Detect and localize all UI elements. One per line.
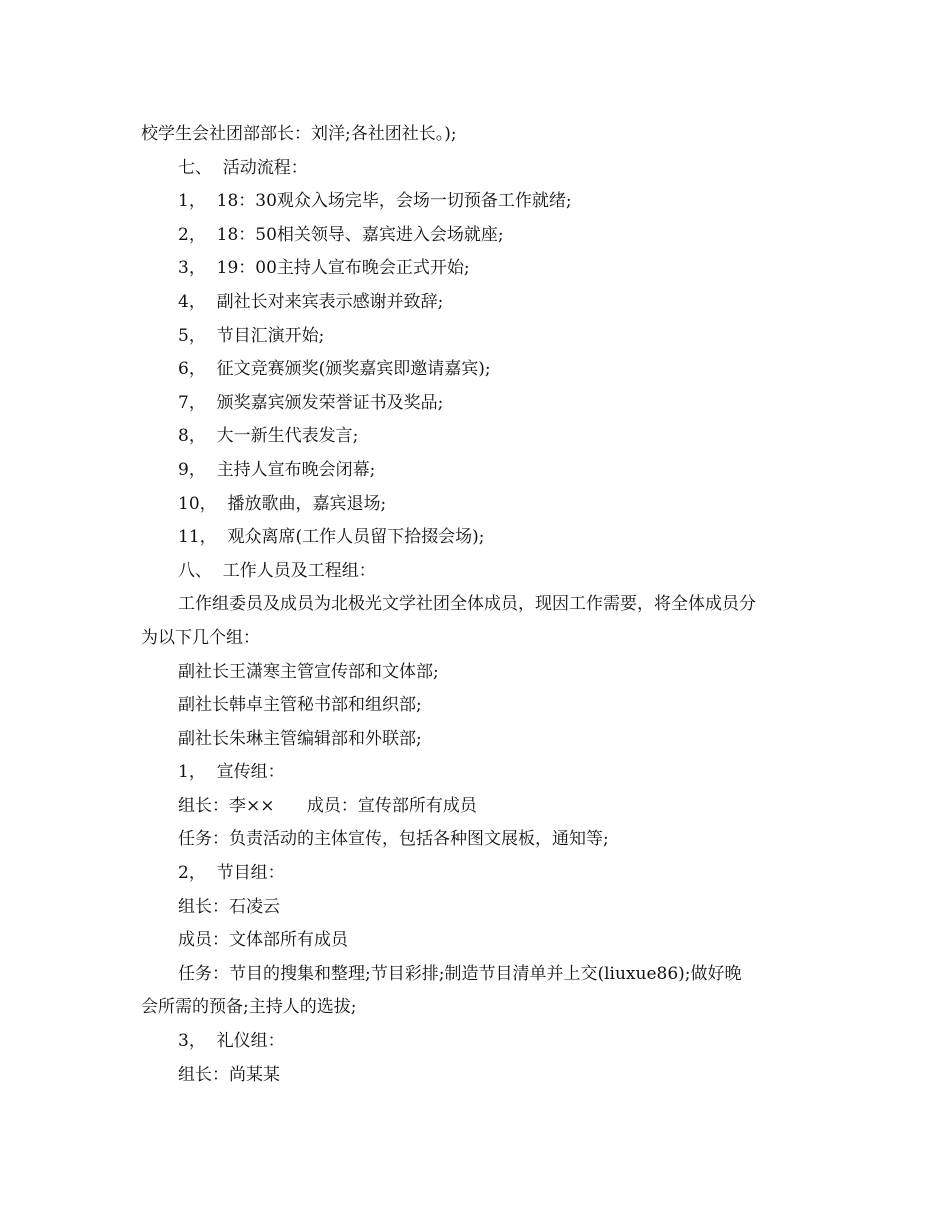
section-heading-staff-groups: 八、 工作人员及工程组：: [178, 560, 376, 581]
list-item: 8， 大一新生代表发言;: [178, 426, 359, 447]
list-item: 7， 颁奖嘉宾颁发荣誉证书及奖品;: [178, 392, 444, 413]
paragraph-text: 成员：文体部所有成员: [178, 930, 348, 951]
section-heading-activity-flow: 七、 活动流程：: [178, 157, 308, 178]
group-heading-publicity: 1， 宣传组：: [178, 762, 285, 783]
list-item: 2， 18：50相关领导、嘉宾进入会场就座;: [178, 224, 504, 245]
list-item: 3， 19：00主持人宣布晚会正式开始;: [178, 258, 470, 279]
paragraph-text: 副社长王潇寒主管宣传部和文体部;: [178, 661, 439, 682]
document-body: [141, 118, 821, 1092]
paragraph-text: 组长：石凌云: [178, 896, 280, 917]
paragraph-text: 副社长朱琳主管编辑部和外联部;: [178, 728, 422, 749]
list-item: 6， 征文竞赛颁奖(颁奖嘉宾即邀请嘉宾);: [178, 359, 491, 380]
group-heading-program: 2， 节目组：: [178, 863, 285, 884]
list-item: 5， 节目汇演开始;: [178, 325, 325, 346]
list-item: 10， 播放歌曲，嘉宾退场;: [178, 493, 387, 514]
paragraph-text: 组长：尚某某: [178, 1064, 280, 1085]
paragraph-text: 任务：节目的搜集和整理;节目彩排;制造节目清单并上交(liuxue86);做好晚: [178, 963, 742, 984]
paragraph-text: 任务：负责活动的主体宣传，包括各种图文展板，通知等;: [178, 829, 609, 850]
paragraph-text-continuation: 会所需的预备;主持人的选拔;: [141, 997, 357, 1018]
list-item: 1， 18：30观众入场完毕，会场一切预备工作就绪;: [178, 191, 572, 212]
list-item: 9， 主持人宣布晚会闭幕;: [178, 459, 376, 480]
paragraph-text-continuation: 为以下几个组：: [141, 627, 260, 648]
group-heading-etiquette: 3， 礼仪组：: [178, 1031, 285, 1052]
paragraph-text: 工作组委员及成员为北极光文学社团全体成员，现因工作需要，将全体成员分: [178, 594, 756, 615]
list-item: 4， 副社长对来宾表示感谢并致辞;: [178, 291, 444, 312]
paragraph-text: 组长：李×× 成员：宣传部所有成员: [178, 795, 477, 816]
paragraph-text: 副社长韩卓主管秘书部和组织部;: [178, 695, 422, 716]
paragraph-continuation: 校学生会社团部部长：刘洋;各社团社长。);: [141, 124, 457, 144]
list-item: 11， 观众离席(工作人员留下拾掇会场);: [178, 527, 485, 548]
